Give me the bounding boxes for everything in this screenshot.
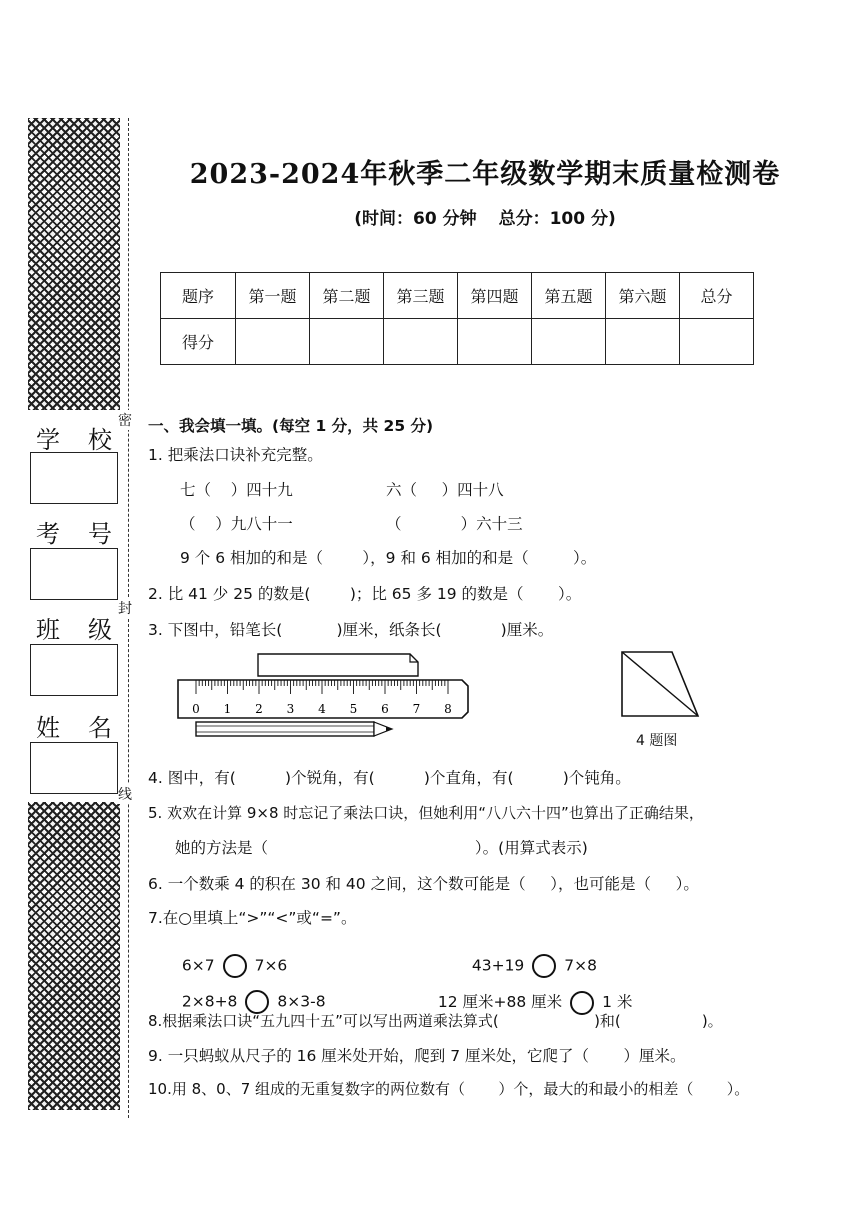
question-3: 3. 下图中，铅笔长( )厘米，纸条长( )厘米。 [148, 621, 554, 639]
exam-no-field[interactable] [30, 548, 118, 600]
ruler-tick-label: 6 [381, 702, 389, 716]
name-field[interactable] [30, 742, 118, 794]
table-cell: 得分 [161, 319, 236, 365]
pencil [196, 722, 392, 736]
score-table-header-row [161, 273, 754, 319]
ruler-figure [170, 650, 500, 742]
school-field[interactable] [30, 452, 118, 504]
compare-item-2: 43+19 7×8 [462, 936, 597, 978]
binding-pattern-top [28, 118, 120, 410]
table-cell: 总分 [680, 273, 754, 319]
question-1-item-d: （ ）六十三 [386, 515, 523, 533]
figure-caption: 4 题图 [636, 733, 678, 749]
total-score-text: 总分：100 分) [498, 209, 616, 229]
ruler-tick-label: 8 [444, 702, 452, 716]
section-1-title: 一、我会填一填。(每空 1 分，共 25 分) [148, 417, 434, 435]
table-cell: 题序 [161, 273, 236, 319]
question-8: 8.根据乘法口诀“五九四十五”可以写出两道乘法算式( )和( )。 [148, 1012, 723, 1030]
page-title: 2023-2024年秋季二年级数学期末质量检测卷 [189, 159, 781, 190]
question-2: 2. 比 41 少 25 的数是( )；比 65 多 19 的数是（ ）。 [148, 585, 582, 603]
table-cell: 第六题 [606, 273, 680, 319]
name-label: 姓 名 [36, 714, 112, 742]
question-5-line-2: 她的方法是（ ）。(用算式表示) [175, 839, 588, 857]
score-input-cell[interactable] [236, 319, 310, 365]
question-1-item-e: 9 个 6 相加的和是（ ），9 和 6 相加的和是（ ）。 [180, 549, 597, 567]
ruler-tick-label: 2 [255, 702, 263, 716]
question-1-item-a: 七（ ）四十九 [180, 481, 293, 499]
seal-char-mi: 密 [118, 410, 132, 430]
ruler-tick-label: 5 [349, 702, 358, 716]
ruler-tick-label: 0 [192, 702, 200, 716]
table-cell: 第一题 [236, 273, 310, 319]
paper-strip [258, 654, 418, 676]
compare-item-1: 6×7 7×6 [172, 936, 287, 978]
ruler-labels [192, 702, 452, 716]
question-4: 4. 图中，有( )个锐角，有( )个直角，有( )个钝角。 [148, 769, 631, 787]
question-6: 6. 一个数乘 4 的积在 30 和 40 之间，这个数可能是（ ），也可能是（ ）。 [148, 875, 699, 893]
question-5-line-1: 5. 欢欢在计算 9×8 时忘记了乘法口诀，但她利用“八八六十四”也算出了正确结果， [148, 804, 704, 822]
score-input-cell[interactable] [384, 319, 458, 365]
score-table-score-row [161, 319, 754, 365]
table-cell: 第五题 [532, 273, 606, 319]
table-cell: 第二题 [310, 273, 384, 319]
ruler-tick-label: 3 [286, 702, 295, 716]
ruler-tick-label: 4 [318, 702, 326, 716]
ruler-tick-label: 1 [223, 702, 232, 716]
question-9: 9. 一只蚂蚁从尺子的 16 厘米处开始，爬到 7 厘米处，它爬了（ ）厘米。 [148, 1047, 686, 1065]
score-input-cell[interactable] [458, 319, 532, 365]
question-1-item-b: 六（ ）四十八 [386, 481, 504, 499]
exam-no-label: 考 号 [36, 520, 112, 548]
score-input-cell[interactable] [532, 319, 606, 365]
exam-info [130, 204, 840, 229]
class-label: 班 级 [36, 616, 112, 644]
binding-pattern-bottom [28, 802, 120, 1110]
question-7: 7.在○里填上“>”“<”或“=”。 [148, 909, 357, 927]
school-label: 学 校 [36, 426, 112, 454]
question-1-item-c: （ ）九八十一 [180, 515, 293, 533]
table-cell: 第四题 [458, 273, 532, 319]
quadrilateral-figure [612, 648, 708, 724]
score-input-cell[interactable] [310, 319, 384, 365]
table-cell: 第三题 [384, 273, 458, 319]
score-input-cell[interactable] [606, 319, 680, 365]
ruler-tick-label: 7 [412, 702, 421, 716]
score-input-cell[interactable] [680, 319, 754, 365]
class-field[interactable] [30, 644, 118, 696]
seal-char-feng: 封 [118, 598, 132, 618]
time-text: (时间：60 分钟 [354, 209, 477, 229]
compare-item-3: 2×8+8 8×3-8 [172, 972, 326, 1014]
question-10: 10.用 8、0、7 组成的无重复数字的两位数有（ ）个，最大的和最小的相差（ ）。 [148, 1080, 750, 1098]
question-1: 1. 把乘法口诀补充完整。 [148, 446, 323, 464]
seal-char-xian: 线 [118, 784, 132, 804]
compare-item-4: 12 厘米+88 厘米 1 米 [428, 972, 632, 1015]
score-table [160, 272, 754, 365]
binding-dashed-line [128, 118, 129, 1118]
